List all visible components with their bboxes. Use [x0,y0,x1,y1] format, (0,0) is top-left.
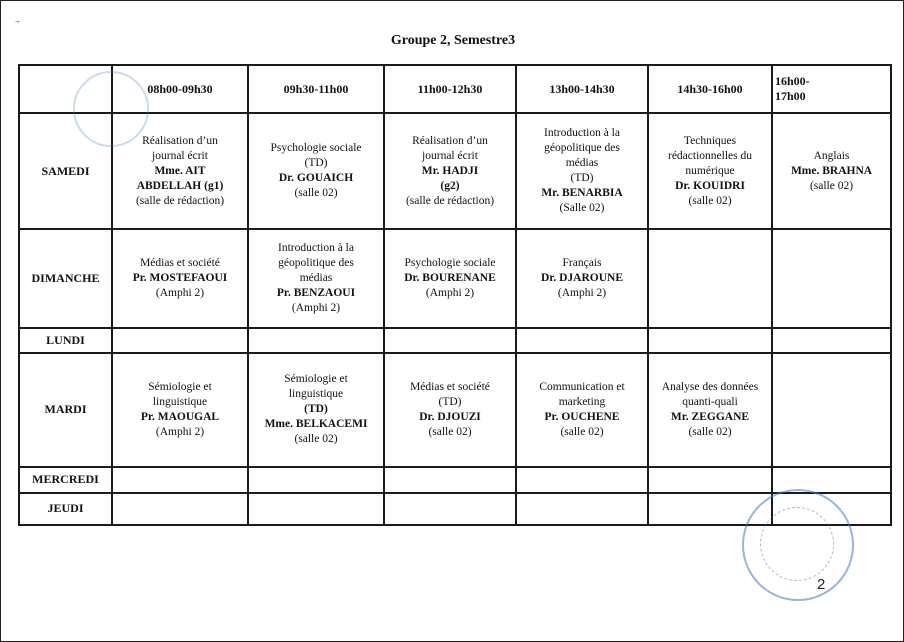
course-cell [248,113,384,229]
course-cell [516,467,648,493]
course-teacher: Dr. KOUIDRI [675,179,745,192]
course-title-line: marketing [558,395,606,408]
course-cell [772,229,891,328]
course-cell [648,328,772,353]
day-row [19,229,891,328]
course-title-line: Médias et société [410,380,490,393]
slot-header-line: 16h00- [775,74,810,88]
course-title-line: Anglais [813,149,850,162]
course-room: (salle de rédaction) [405,194,495,207]
course-cell [112,353,248,467]
course-cell [772,353,891,467]
course-cell [112,229,248,328]
course-title-line: Analyse des données [661,380,759,393]
course-title-line: Médias et société [140,257,220,269]
course-cell [248,353,384,467]
course-cell [248,328,384,353]
day-label: LUNDI [19,328,112,353]
course-teacher: Pr. MAOUGAL [140,410,220,423]
course-cell [384,328,516,353]
course-teacher: Mme. BRAHNA [790,164,873,177]
course-cell [516,493,648,525]
course-teacher: Dr. DJAROUNE [541,272,623,284]
course-title-line: géopolitique des [544,142,620,155]
course-teacher: (g2) [440,179,460,192]
course-teacher: (TD) [304,403,328,416]
course-title-line: Réalisation d’un [412,134,488,147]
day-row [19,467,891,493]
day-row [19,328,891,353]
course-title-line: journal écrit [422,149,478,162]
slot-header: 13h00-14h30 [516,65,648,113]
course-cell [384,353,516,467]
page-title: Groupe 2, Semestre3 [390,33,516,48]
course-cell [248,229,384,328]
course-room: (Amphi 2) [155,287,205,299]
course-room: (Salle 02) [559,202,605,215]
course-cell [384,229,516,328]
course-title-line: journal écrit [152,149,208,162]
course-room: (Amphi 2) [155,425,205,438]
course-cell [112,328,248,353]
course-cell [772,113,891,229]
day-label: MARDI [19,353,112,467]
course-room: (Amphi 2) [557,287,607,299]
course-title-line: rédactionnelles du [668,149,752,162]
course-teacher: Mr. BENARBIA [541,187,623,200]
course-room: (salle 02) [294,433,338,446]
course-teacher: Mme. BELKACEMI [264,418,368,431]
day-row [19,113,891,229]
course-cell [648,467,772,493]
course-cell [248,467,384,493]
course-teacher: ABDELLAH (g1) [136,179,224,192]
stamp-top-left [73,71,149,147]
course-cell [384,493,516,525]
course-title-line: Réalisation d’un [142,134,218,147]
course-teacher: Mr. ZEGGANE [670,410,750,423]
course-teacher: Mme. AIT [154,164,206,177]
slot-header: 14h30-16h00 [648,65,772,113]
course-room: (salle 02) [809,179,854,192]
course-title-line: géopolitique des [278,257,354,269]
course-teacher: Pr. BENZAOUI [276,287,356,299]
day-label: SAMEDI [19,113,112,229]
course-cell [648,113,772,229]
course-title-line: Techniques [683,134,737,147]
course-room: (salle 02) [294,187,338,200]
timetable [18,64,892,526]
course-teacher: Pr. OUCHENE [544,410,620,423]
slot-header-last [772,65,891,113]
course-room: (salle de rédaction) [135,194,225,207]
course-title-line: numérique [685,164,735,177]
course-teacher: Dr. DJOUZI [419,410,481,423]
slot-header: 09h30-11h00 [248,65,384,113]
course-title-line: linguistique [288,388,344,401]
course-cell [384,467,516,493]
course-title-line: médias [565,157,599,170]
course-teacher: Mr. HADJI [421,164,479,177]
course-title-line: Introduction à la [543,127,620,140]
course-cell [112,493,248,525]
course-cell [384,113,516,229]
course-cell [248,493,384,525]
course-cell [112,467,248,493]
course-cell [516,353,648,467]
course-title-line: Français [562,257,602,269]
course-teacher: Dr. GOUAICH [278,172,354,185]
page-number: 2 [817,576,826,593]
course-teacher: Dr. BOURENANE [404,272,496,284]
course-cell [516,328,648,353]
course-title-line: Introduction à la [277,242,354,254]
course-teacher: Pr. MOSTEFAOUI [132,272,228,284]
stamp-bottom-right-inner [760,507,834,581]
course-title-line: (TD) [438,395,462,408]
corner-mark: ¬ [15,17,20,26]
course-title-line: quanti-quali [682,395,738,408]
course-cell [516,229,648,328]
day-label: DIMANCHE [19,229,112,328]
course-room: (Amphi 2) [425,287,475,299]
course-cell [648,229,772,328]
day-row [19,353,891,467]
course-title-line: (TD) [570,172,594,185]
course-cell [772,328,891,353]
course-room: (salle 02) [688,425,732,438]
course-room: (salle 02) [688,194,732,207]
course-room: (salle 02) [560,425,604,438]
course-room: (Amphi 2) [291,302,341,314]
course-title-line: Sémiologie et [284,373,348,386]
slot-header-line: 17h00 [775,89,806,103]
course-title-line: Psychologie sociale [270,142,362,155]
course-title-line: Sémiologie et [148,380,212,393]
course-room: (salle 02) [428,425,472,438]
course-title-line: linguistique [152,395,208,408]
course-cell [648,353,772,467]
course-title-line: Psychologie sociale [404,257,496,269]
day-label: MERCREDI [19,467,112,493]
course-title-line: Communication et [539,380,625,393]
slot-header: 11h00-12h30 [384,65,516,113]
course-title-line: médias [299,272,333,284]
header-row [19,65,891,113]
course-cell [516,113,648,229]
day-label: JEUDI [19,493,112,525]
slot-header: 08h00-09h30 [112,65,248,113]
course-title-line: (TD) [304,157,328,170]
